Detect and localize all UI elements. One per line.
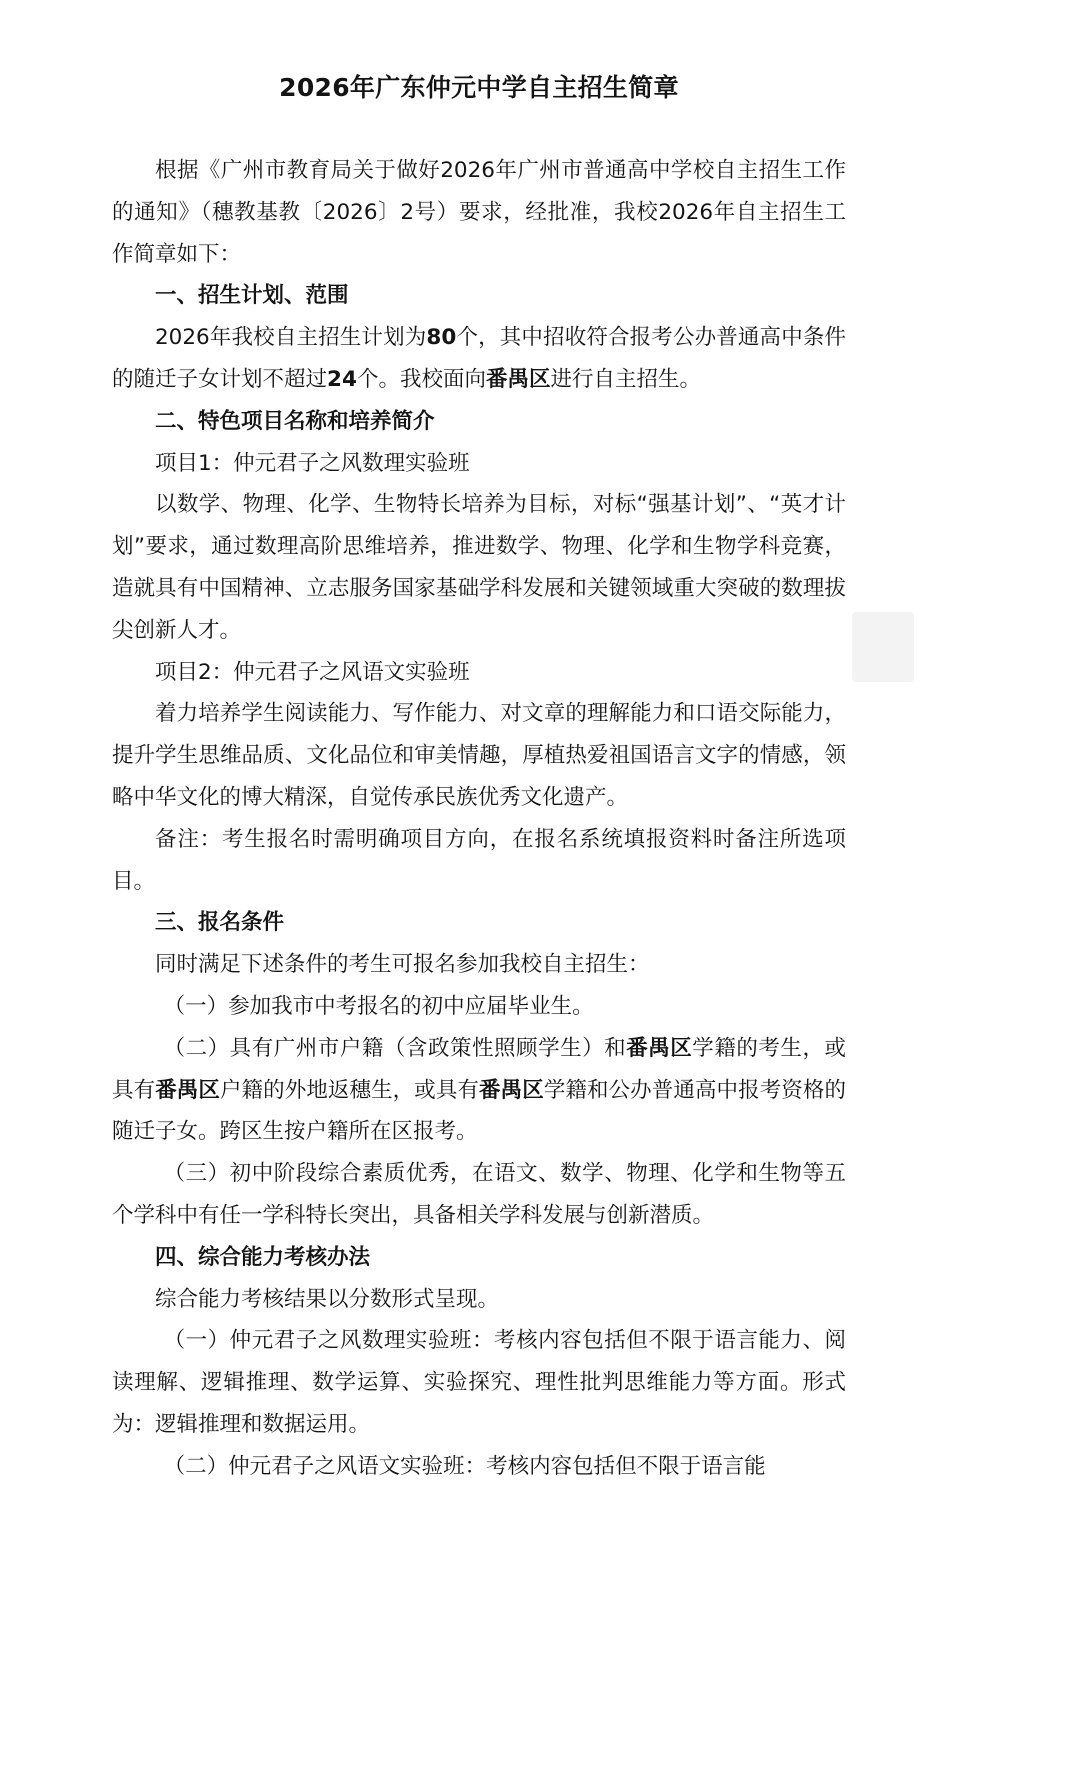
section-4-intro: 综合能力考核结果以分数形式呈现。 xyxy=(155,1286,500,1312)
method-2: （二）仲元君子之风语文实验班：考核内容包括但不限于语言能 xyxy=(163,1453,766,1479)
project-1-title: 项目1：仲元君子之风数理实验班 xyxy=(155,450,470,476)
text-run: 个，其中招收符合报考公办普通高中条件的随迁子女计划不超过 xyxy=(112,325,846,392)
section-4-heading: 四、综合能力考核办法 xyxy=(155,1244,371,1270)
project-2-title: 项目2：仲元君子之风语文实验班 xyxy=(155,659,470,685)
document-title: 2026年广东仲元中学自主招生简章 xyxy=(279,73,679,102)
method-1: （一）仲元君子之风数理实验班：考核内容包括但不限于语言能力、阅读理解、逻辑推理、数学运算、实验探究、理性批判思维能力等方面。形式为：逻辑推理和数据运用。 xyxy=(112,1328,846,1437)
section-3-heading: 三、报名条件 xyxy=(155,910,285,936)
condition-2 xyxy=(112,1028,846,1153)
text-run: 进行自主招生。 xyxy=(550,366,701,392)
section-1-heading: 一、招生计划、范围 xyxy=(155,283,349,309)
scan-artifact xyxy=(852,612,914,682)
district-name: 番禺区 xyxy=(626,1035,693,1061)
text-run: 个。我校面向 xyxy=(356,366,486,392)
condition-3: （三）初中阶段综合素质优秀，在语文、数学、物理、化学和生物等五个学科中有任一学科特长突出，具备相关学科发展与创新潜质。 xyxy=(112,1161,846,1228)
text-run: （二）具有广州市户籍（含政策性照顾学生）和 xyxy=(163,1035,627,1061)
quota-total: 80 xyxy=(426,325,457,351)
text-run: 学籍的考生，或具有 xyxy=(112,1035,846,1103)
quota-migrant: 24 xyxy=(327,366,357,392)
district-name: 番禺区 xyxy=(155,1077,220,1103)
text-run: 2026年我校自主招生计划为 xyxy=(155,325,427,351)
condition-1: （一）参加我市中考报名的初中应届毕业生。 xyxy=(163,993,594,1019)
district-name: 番禺区 xyxy=(479,1077,544,1103)
section-1-paragraph xyxy=(112,317,846,401)
project-2-description: 着力培养学生阅读能力、写作能力、对文章的理解能力和口语交际能力，提升学生思维品质、文化品位和审美情趣，厚植热爱祖国语言文字的情感，领略中华文化的博大精深，自觉传承民族优秀文化遗产。 xyxy=(112,701,846,810)
project-1-description: 以数学、物理、化学、生物特长培养为目标，对标“强基计划”、“英才计划”要求，通过数理高阶思维培养，推进数学、物理、化学和生物学科竞赛，造就具有中国精神、立志服务国家基础学科发展和关键领域重大突破的数理拔尖创新人才。 xyxy=(112,492,846,643)
section-3-intro: 同时满足下述条件的考生可报名参加我校自主招生： xyxy=(155,952,650,978)
district-name: 番禺区 xyxy=(485,366,551,392)
text-run: 学籍和公办普通高中报考资格的随迁子女。跨区生按户籍所在区报考。 xyxy=(112,1077,846,1145)
document-body xyxy=(112,150,846,1488)
section-2-heading: 二、特色项目名称和培养简介 xyxy=(155,408,435,434)
text-run: 户籍的外地返穗生，或具有 xyxy=(219,1077,480,1103)
project-note: 备注：考生报名时需明确项目方向，在报名系统填报资料时备注所选项目。 xyxy=(112,826,846,894)
intro-paragraph: 根据《广州市教育局关于做好2026年广州市普通高中学校自主招生工作的通知》（穗教基教〔2026〕2号）要求，经批准，我校2026年自主招生工作简章如下： xyxy=(112,158,846,267)
